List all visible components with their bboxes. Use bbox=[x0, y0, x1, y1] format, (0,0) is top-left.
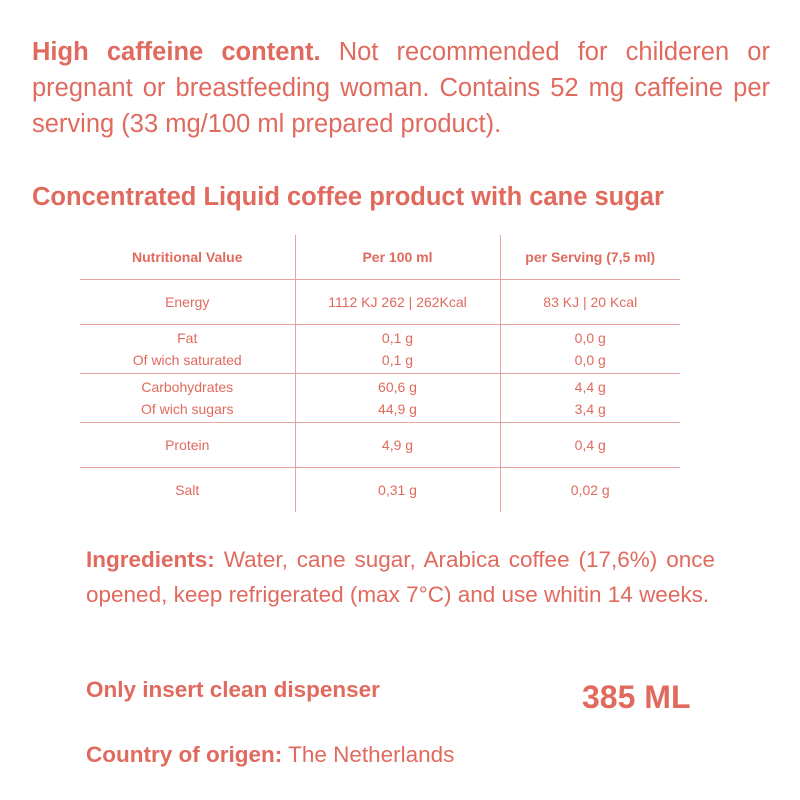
country-value: The Netherlands bbox=[282, 742, 455, 767]
ingredients-label: Ingredients: bbox=[86, 547, 215, 572]
header-per-serving: per Serving (7,5 ml) bbox=[525, 249, 656, 265]
nutrient-subline: Of wich saturated bbox=[132, 352, 242, 368]
nutrient-name: Energy bbox=[165, 294, 210, 310]
value-line: 0,1 g bbox=[381, 330, 414, 346]
nutrient-line: Fat bbox=[177, 330, 198, 346]
per-serving-value: 83 KJ | 20 Kcal bbox=[543, 294, 638, 310]
per-serving-value: 0,4 g bbox=[574, 437, 606, 453]
dispenser-note: Only insert clean dispenser bbox=[86, 677, 380, 702]
header-nutritional-value: Nutritional Value bbox=[132, 249, 243, 265]
per-serving-value bbox=[500, 325, 680, 374]
nutrient-line: Carbohydrates bbox=[141, 379, 234, 395]
country-label: Country of origen: bbox=[86, 742, 283, 767]
nutrient-name: Salt bbox=[175, 482, 200, 498]
per-serving-value: 0,02 g bbox=[570, 482, 610, 498]
nutrition-header-row bbox=[80, 235, 680, 280]
table-row bbox=[80, 374, 680, 423]
table-row bbox=[80, 468, 680, 513]
header-per-100ml: Per 100 ml bbox=[295, 235, 500, 280]
per-100ml-value: 4,9 g bbox=[295, 423, 500, 468]
table-row bbox=[80, 280, 680, 325]
nutrient-name bbox=[80, 374, 295, 423]
ingredients-text bbox=[86, 542, 715, 612]
per-100ml-value: 1112 KJ 262 | 262Kcal bbox=[295, 280, 500, 325]
value-line: 4,4 g bbox=[574, 379, 606, 395]
volume-label: 385 ML bbox=[582, 679, 691, 715]
product-title: Concentrated Liquid coffee product with cane sugar bbox=[32, 183, 664, 211]
country-of-origin bbox=[86, 742, 454, 768]
per-100ml-value bbox=[295, 374, 500, 423]
value-line: 0,0 g bbox=[574, 330, 606, 346]
nutrition-table bbox=[80, 235, 680, 512]
value-line: 60,6 g bbox=[378, 379, 417, 395]
ingredients-body: Water, cane sugar, Arabica coffee (17,6%) once opened, keep refrigerated (max 7°C) and use whitin 14 weeks. bbox=[86, 547, 715, 607]
table-row bbox=[80, 325, 680, 374]
per-100ml-value: 0,31 g bbox=[295, 468, 500, 513]
table-row bbox=[80, 423, 680, 468]
value-subline: 3,4 g bbox=[574, 401, 606, 417]
value-subline: 44,9 g bbox=[378, 401, 417, 417]
nutrient-name bbox=[80, 325, 295, 374]
per-serving-value bbox=[500, 374, 680, 423]
nutrient-name: Protein bbox=[165, 437, 210, 453]
per-100ml-value bbox=[295, 325, 500, 374]
warning-text: Not recommended for childeren or pregnant or breastfeeding woman. Contains 52 mg caffeine per serving (33 mg/100 ml prepared product). bbox=[32, 38, 770, 138]
nutrient-subline: Of wich sugars bbox=[140, 401, 234, 417]
value-subline: 0,0 g bbox=[574, 352, 606, 368]
value-subline: 0,1 g bbox=[381, 352, 414, 368]
caffeine-warning bbox=[32, 34, 770, 142]
warning-lead: High caffeine content. bbox=[32, 38, 321, 66]
